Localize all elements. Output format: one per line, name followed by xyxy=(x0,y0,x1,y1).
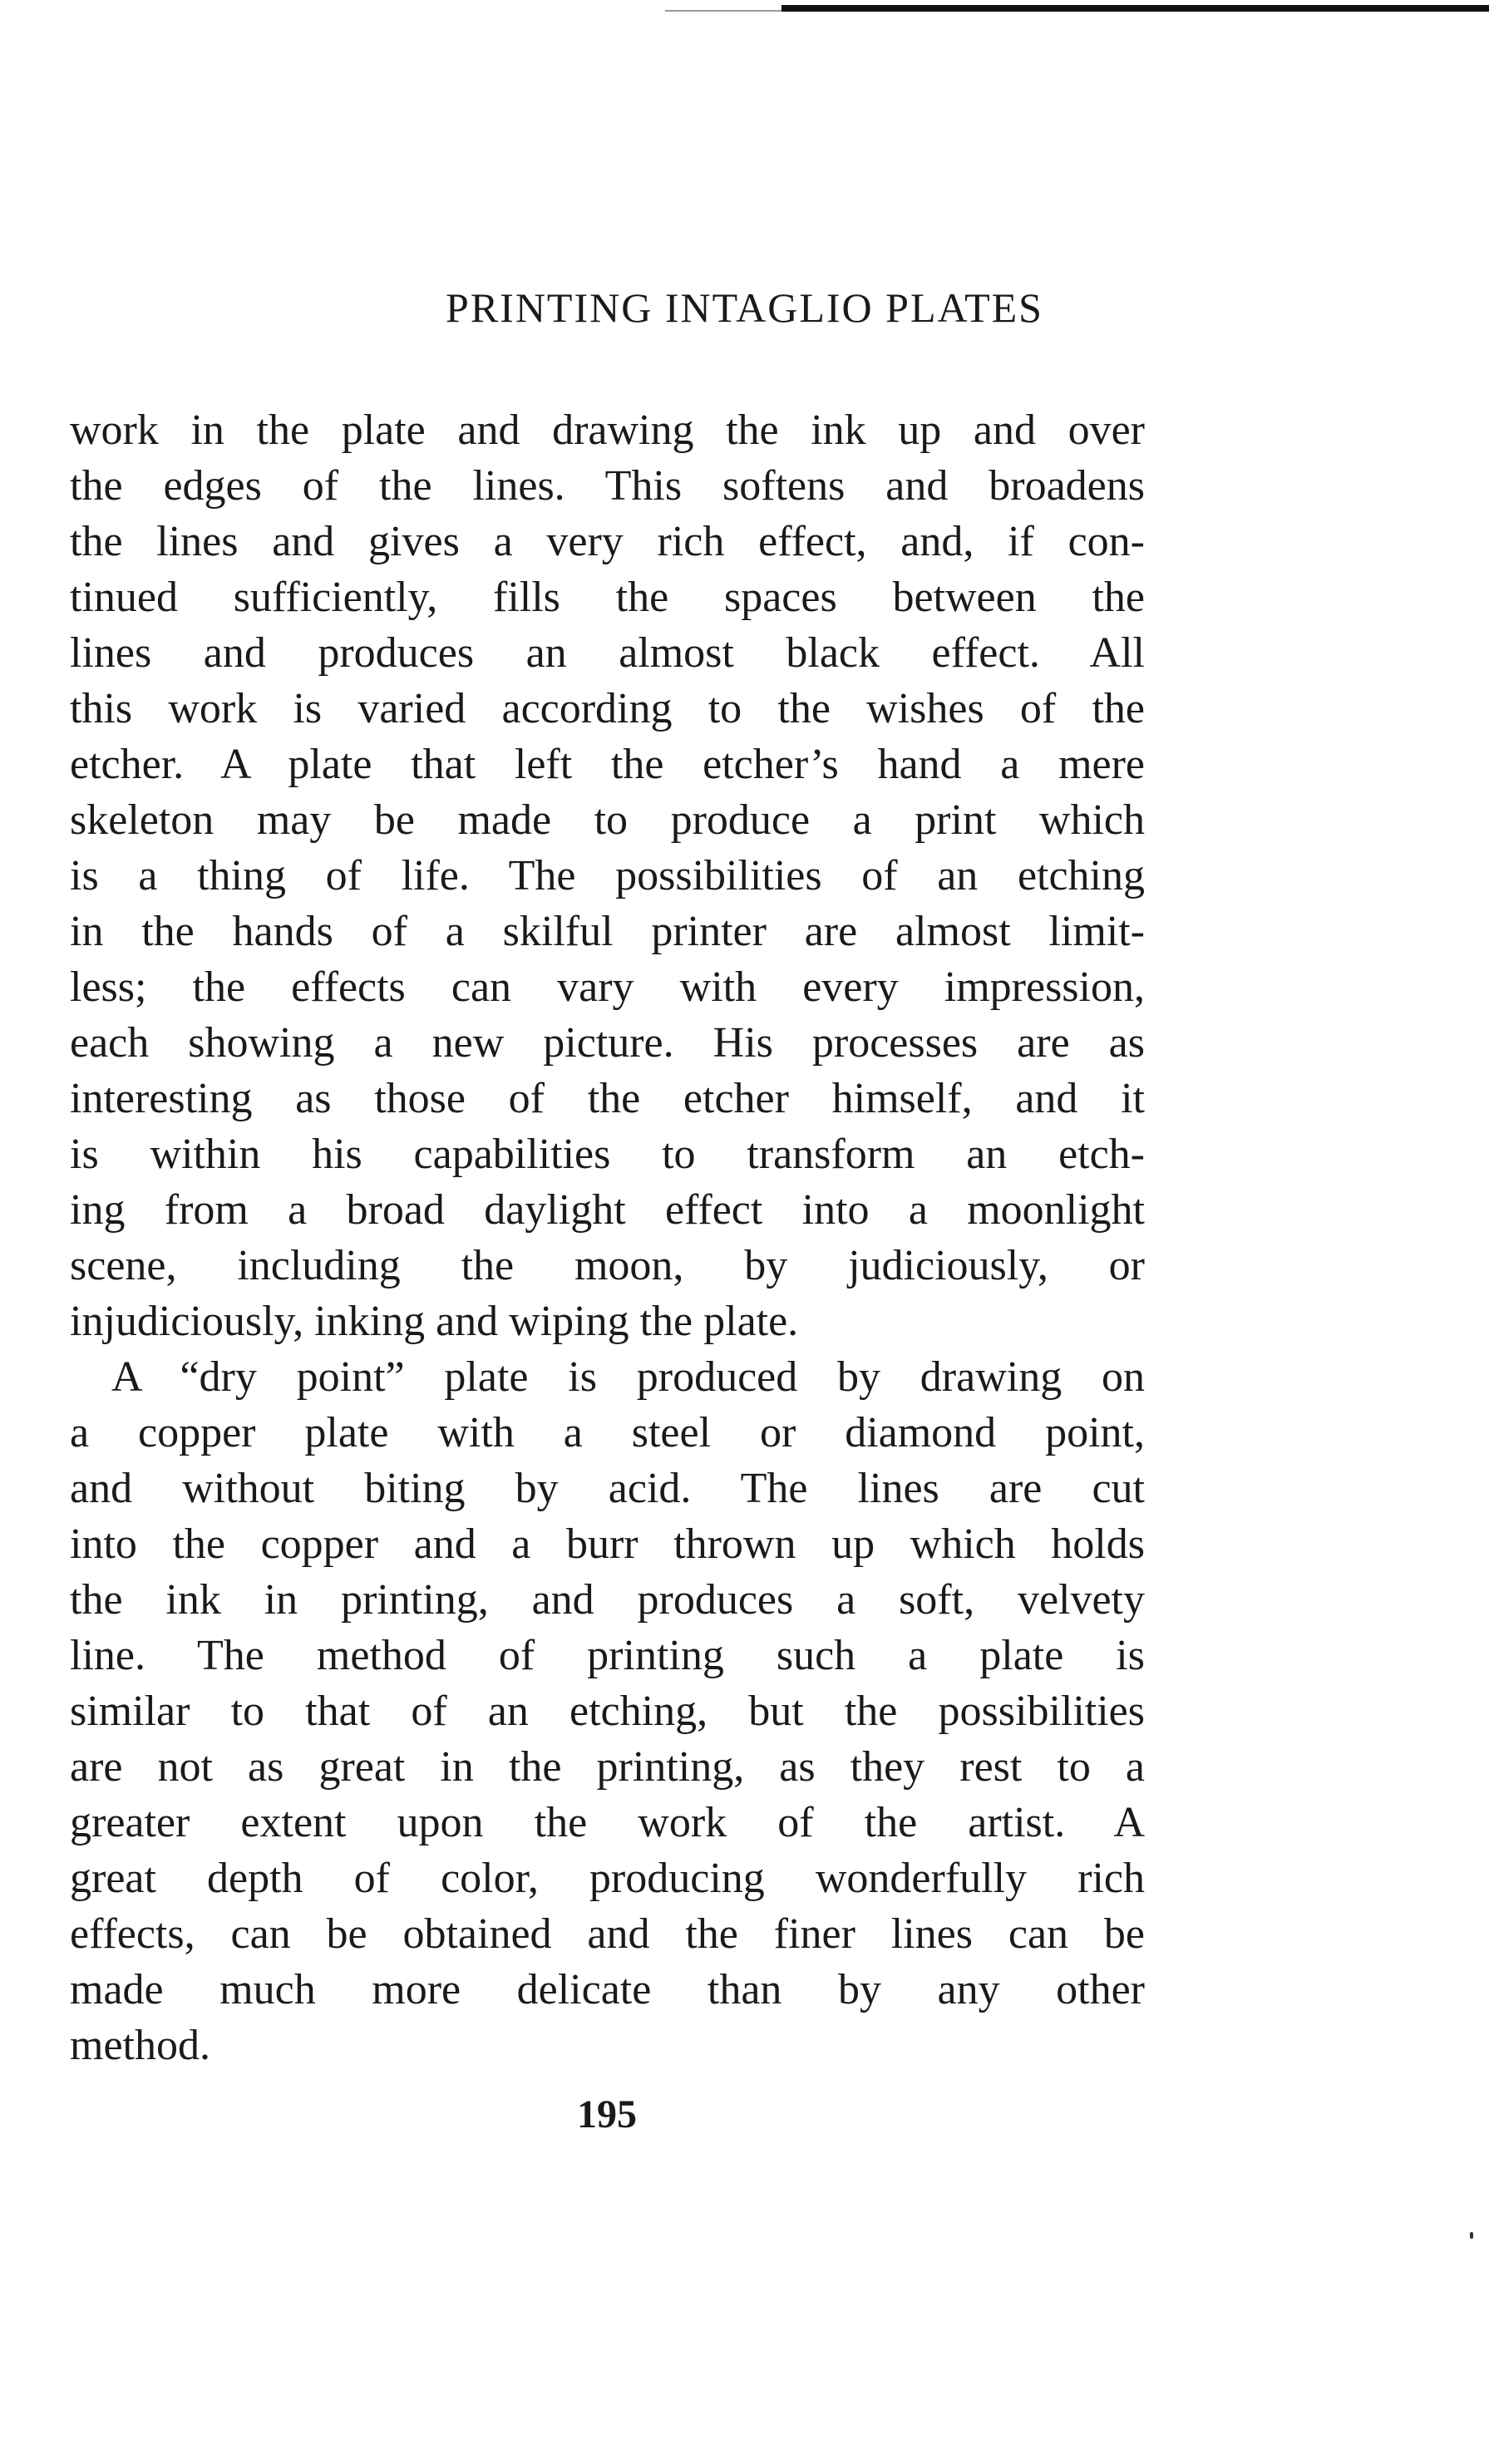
text-line: into the copper and a burr thrown up which holds xyxy=(70,1520,1145,1568)
text-line: less; the effects can vary with every impression, xyxy=(70,963,1145,1011)
text-line: the edges of the lines. This softens and broadens xyxy=(70,462,1145,510)
text-line: great depth of color, producing wonderfully rich xyxy=(70,1855,1145,1902)
text-line: injudiciously, inking and wiping the plate. xyxy=(70,1298,799,1345)
text-line: lines and produces an almost black effect. All xyxy=(70,629,1145,677)
text-line: work in the plate and drawing the ink up and over xyxy=(70,407,1145,454)
top-edge-rule-thick xyxy=(781,5,1489,12)
text-line: is within his capabilities to transform an etch- xyxy=(70,1131,1145,1178)
text-line: tinued sufficiently, fills the spaces between the xyxy=(70,574,1145,621)
text-line: etcher. A plate that left the etcher’s hand a mere xyxy=(70,741,1145,788)
text-line: is a thing of life. The possibilities of an etching xyxy=(70,852,1145,899)
text-line: method. xyxy=(70,2022,210,2069)
top-edge-rule-thin xyxy=(665,10,781,12)
text-line: and without biting by acid. The lines are cut xyxy=(70,1465,1145,1512)
text-line: effects, can be obtained and the finer lines can be xyxy=(70,1910,1145,1958)
text-line: interesting as those of the etcher himself, and it xyxy=(70,1075,1145,1122)
text-line: the ink in printing, and produces a soft, velvety xyxy=(70,1576,1145,1624)
text-line: ing from a broad daylight effect into a moonlight xyxy=(70,1186,1145,1234)
text-line: skeleton may be made to produce a print which xyxy=(70,796,1145,844)
text-line: scene, including the moon, by judiciously, or xyxy=(70,1242,1145,1289)
text-line: each showing a new picture. His processes are as xyxy=(70,1019,1145,1067)
text-line: are not as great in the printing, as they rest to a xyxy=(70,1743,1145,1791)
text-line: greater extent upon the work of the artist. A xyxy=(70,1799,1145,1846)
text-line: in the hands of a skilful printer are almost limit- xyxy=(70,908,1145,955)
text-line: similar to that of an etching, but the possibilities xyxy=(70,1688,1145,1735)
text-line: made much more delicate than by any other xyxy=(70,1966,1145,2013)
running-head: PRINTING INTAGLIO PLATES xyxy=(446,284,1043,331)
page-number: 195 xyxy=(577,2092,637,2136)
paper-speck xyxy=(1470,2232,1473,2239)
text-line: A “dry point” plate is produced by drawing on xyxy=(111,1353,1145,1401)
text-line: this work is varied according to the wishes of the xyxy=(70,685,1145,732)
text-line: the lines and gives a very rich effect, and, if con- xyxy=(70,518,1145,565)
text-line: a copper plate with a steel or diamond point, xyxy=(70,1409,1145,1456)
text-line: line. The method of printing such a plate is xyxy=(70,1632,1145,1679)
